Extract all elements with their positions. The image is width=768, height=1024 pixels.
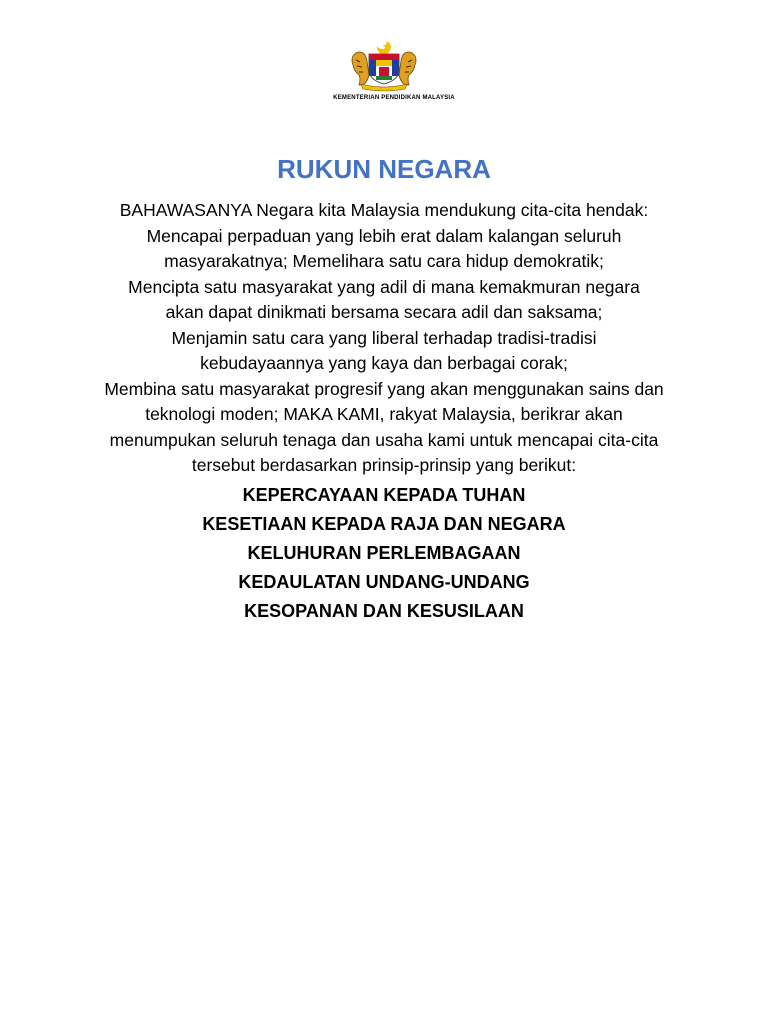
preamble-text (0, 198, 768, 479)
ministry-name: KEMENTERIAN PENDIDIKAN MALAYSIA (333, 95, 455, 101)
preamble-line: menumpukan seluruh tenaga dan usaha kami untuk mencapai cita-cita (109, 429, 659, 450)
preamble-line: BAHAWASANYA Negara kita Malaysia mendukung cita-cita hendak: (119, 200, 649, 220)
preamble-line: Mencipta satu masyarakat yang adil di mana kemakmuran negara (128, 276, 640, 297)
preamble-line: Menjamin satu cara yang liberal terhadap tradisi-tradisi (171, 327, 597, 348)
principle-item: KESOPANAN DAN KESUSILAAN (244, 601, 524, 621)
preamble-line: tersebut berdasarkan prinsip-prinsip yang berikut: (191, 455, 577, 475)
principle-item: KELUHURAN PERLEMBAGAAN (247, 543, 521, 563)
principle-item: KESETIAAN KEPADA RAJA DAN NEGARA (202, 514, 566, 534)
preamble-line: masyarakatnya; Memelihara satu cara hidup demokratik; (164, 251, 604, 271)
preamble-line: Mencapai perpaduan yang lebih erat dalam kalangan seluruh (146, 225, 622, 246)
principle-item: KEDAULATAN UNDANG-UNDANG (238, 572, 530, 592)
principles-list (0, 481, 768, 626)
page-title: RUKUN NEGARA (277, 154, 491, 184)
preamble-line: kebudayaannya yang kaya dan berbagai corak; (200, 353, 568, 373)
preamble-line: teknologi moden; MAKA KAMI, rakyat Malaysia, berikrar akan (145, 404, 623, 424)
preamble-line: Membina satu masyarakat progresif yang akan menggunakan sains dan (104, 378, 664, 399)
principle-item: KEPERCAYAAN KEPADA TUHAN (242, 485, 526, 505)
preamble-line: akan dapat dinikmati bersama secara adil dan saksama; (165, 302, 603, 322)
malaysia-coat-of-arms-icon (343, 38, 425, 92)
document-header (0, 38, 768, 101)
